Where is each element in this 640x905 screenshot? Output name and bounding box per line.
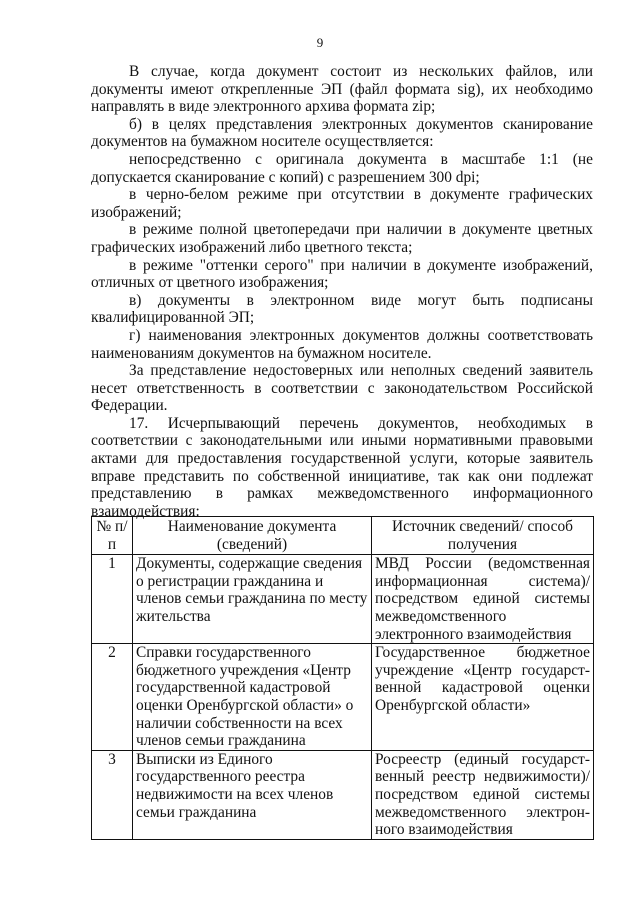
- row-num: 2: [92, 644, 133, 751]
- body-text: [91, 63, 593, 520]
- table-header-row: [92, 517, 594, 555]
- paragraph: г) наименования электронных документов должны соответствовать наименованиям документов на бумажном носителе.: [91, 326, 593, 362]
- table-row: [92, 750, 594, 839]
- row-num: 1: [92, 555, 133, 644]
- paragraph: б) в целях представления электронных документов сканирование документов на бумажном носителе осуществляется:: [91, 115, 593, 151]
- paragraph: 17. Исчерпывающий перечень документов, необходимых в соответствии с законодательными или иными нормативными правовыми актами для предоставления государственной услуги, которые заявитель вправе представить по собственной инициативе, так как они подлежат представлению в рамках межведомственного информационного взаимодействия:: [91, 414, 593, 520]
- header-source: Источник сведений/ способ получения: [372, 517, 594, 555]
- row-source: Росреестр (единый государст-венный реестр недвижимости)/ посредством единой системы межведомственного электрон-ного взаимодействия: [372, 750, 594, 839]
- row-num: 3: [92, 750, 133, 839]
- paragraph: За представление недостоверных или неполных сведений заявитель несет ответственность в соответствии с законодательством Российской Федерации.: [91, 362, 593, 415]
- table-row: [92, 644, 594, 751]
- row-document-name: Выписки из Единого государственного реестра недвижимости на всех членов семьи гражданина: [133, 750, 372, 839]
- row-document-name: Справки государственного бюджетного учреждения «Центр государственной кадастровой оценки Оренбургской области» о наличии собственности на всех членов семьи гражданина: [133, 644, 372, 751]
- row-source: Государственное бюджетное учреждение «Центр государст-венной кадастровой оценки Оренбургской области»: [372, 644, 594, 751]
- page-number: 9: [316, 35, 324, 50]
- row-document-name: Документы, содержащие сведения о регистрации гражданина и членов семьи гражданина по месту жительства: [133, 555, 372, 644]
- paragraph: в) документы в электронном виде могут быть подписаны квалифицированной ЭП;: [91, 291, 593, 327]
- paragraph: в режиме "оттенки серого" при наличии в документе изображений, отличных от цветного изображения;: [91, 256, 593, 292]
- paragraph: непосредственно с оригинала документа в масштабе 1:1 (не допускается сканирование с копий) с разрешением 300 dpi;: [91, 150, 593, 186]
- paragraph: в режиме полной цветопередачи при наличии в документе цветных графических изображений либо цветного текста;: [91, 221, 593, 256]
- table-row: [92, 555, 594, 644]
- header-num: № п/п: [92, 517, 133, 555]
- row-source: МВД России (ведомственная информационная система)/ посредством единой системы межведомственного электронного взаимодействия: [372, 555, 594, 644]
- paragraph: В случае, когда документ состоит из нескольких файлов, или документы имеют открепленные ЭП (файл формата sig), их необходимо направлять в виде электронного архива формата zip;: [91, 63, 593, 116]
- paragraph: в черно-белом режиме при отсутствии в документе графических изображений;: [91, 186, 593, 221]
- header-name: Наименование документа (сведений): [133, 517, 372, 555]
- documents-table: [91, 516, 594, 840]
